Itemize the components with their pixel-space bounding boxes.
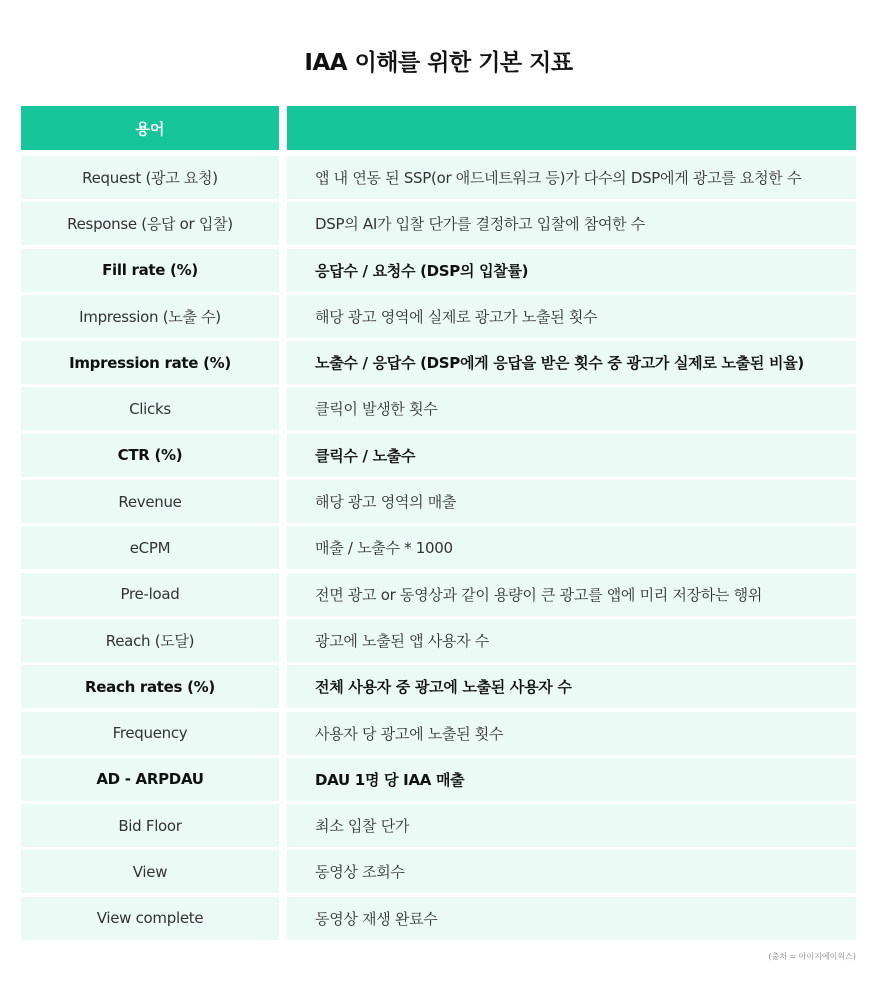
table-header [21,106,856,150]
description-cell: 노출수 / 응답수 (DSP에게 응답을 받은 횟수 중 광고가 실제로 노출된 비율) [287,341,856,384]
table-row [21,295,856,338]
description-cell: 클릭이 발생한 횟수 [287,387,856,430]
description-cell: 클릭수 / 노출수 [287,434,856,477]
table-row [21,202,856,245]
description-cell: 해당 광고 영역의 매출 [287,480,856,523]
description-cell: 동영상 재생 완료수 [287,897,856,940]
description-cell: 최소 입찰 단가 [287,804,856,847]
term-cell: Frequency [21,712,279,755]
table-row [21,480,856,523]
description-cell: 전체 사용자 중 광고에 노출된 사용자 수 [287,665,856,708]
term-cell: Reach rates (%) [21,665,279,708]
header-description [287,106,856,150]
header-term: 용어 [21,106,279,150]
description-cell: 해당 광고 영역에 실제로 광고가 노출된 횟수 [287,295,856,338]
table-row [21,341,856,384]
table-row [21,526,856,569]
term-cell: eCPM [21,526,279,569]
description-cell: 응답수 / 요청수 (DSP의 입찰률) [287,249,856,292]
metrics-table [21,106,856,943]
term-cell: CTR (%) [21,434,279,477]
description-cell: 앱 내 연동 된 SSP(or 애드네트워크 등)가 다수의 DSP에게 광고를 요청한 수 [287,156,856,199]
table-row [21,434,856,477]
table-row [21,897,856,940]
description-cell: 매출 / 노출수 * 1000 [287,526,856,569]
table-body [21,156,856,940]
table-row [21,249,856,292]
description-cell: 사용자 당 광고에 노출된 횟수 [287,712,856,755]
term-cell: View complete [21,897,279,940]
term-cell: Request (광고 요청) [21,156,279,199]
table-row [21,573,856,616]
term-cell: Reach (도달) [21,619,279,662]
table-row [21,850,856,893]
page-title: IAA 이해를 위한 기본 지표 [304,50,573,76]
term-cell: Revenue [21,480,279,523]
source-note: (출처 = 아이지에이웍스) [768,952,856,961]
table-row [21,804,856,847]
description-cell: 전면 광고 or 동영상과 같이 용량이 큰 광고를 앱에 미리 저장하는 행위 [287,573,856,616]
table-row [21,712,856,755]
term-cell: AD - ARPDAU [21,758,279,801]
term-cell: Clicks [21,387,279,430]
description-cell: DAU 1명 당 IAA 매출 [287,758,856,801]
term-cell: Response (응답 or 입찰) [21,202,279,245]
table-row [21,156,856,199]
table-row [21,387,856,430]
table-row [21,665,856,708]
table-row [21,619,856,662]
table-row [21,758,856,801]
term-cell: View [21,850,279,893]
description-cell: 광고에 노출된 앱 사용자 수 [287,619,856,662]
description-cell: DSP의 AI가 입찰 단가를 결정하고 입찰에 참여한 수 [287,202,856,245]
term-cell: Impression (노출 수) [21,295,279,338]
term-cell: Impression rate (%) [21,341,279,384]
term-cell: Pre-load [21,573,279,616]
term-cell: Fill rate (%) [21,249,279,292]
description-cell: 동영상 조회수 [287,850,856,893]
term-cell: Bid Floor [21,804,279,847]
